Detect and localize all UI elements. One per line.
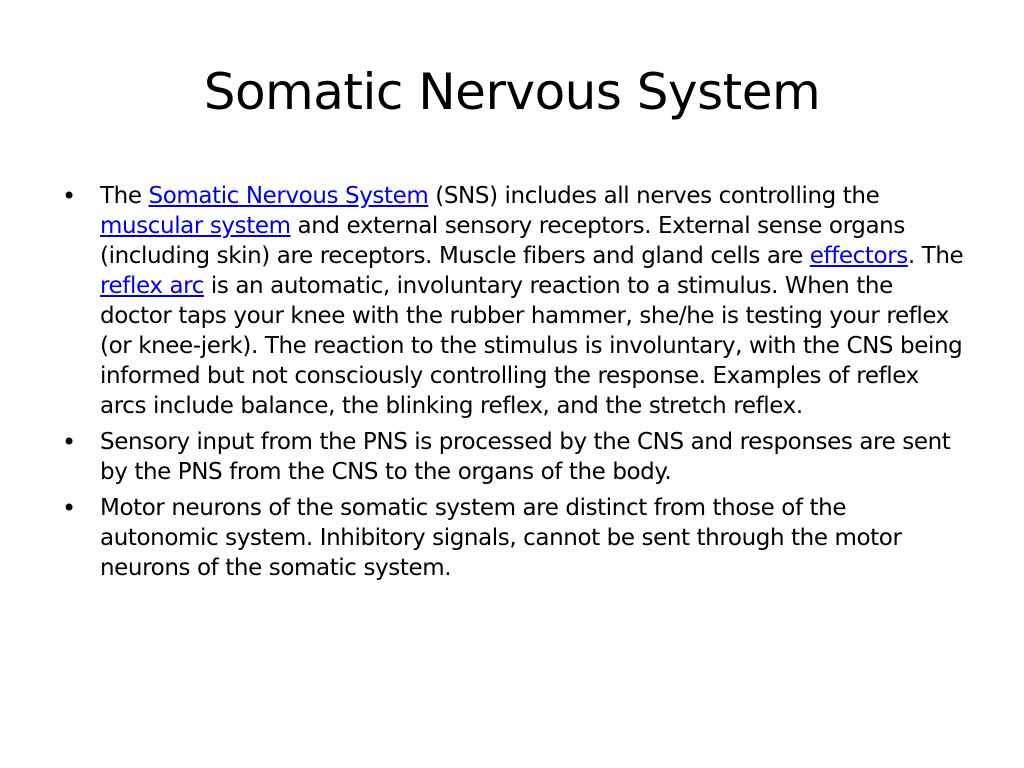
bullet-list bbox=[58, 181, 970, 589]
link-muscular-system[interactable]: muscular system bbox=[100, 213, 291, 239]
bullet-text: Sensory input from the PNS is processed by the CNS and responses are sent by the PNS from the CNS to the organs of the body. bbox=[100, 429, 951, 485]
link-reflex-arc[interactable]: reflex arc bbox=[100, 273, 204, 299]
link-somatic-nervous-system[interactable]: Somatic Nervous System bbox=[148, 183, 429, 209]
bullet-item-1 bbox=[58, 181, 970, 421]
bullet-dot-icon: • bbox=[62, 182, 76, 210]
bullet-text: The Somatic Nervous System (SNS) includes all nerves controlling the muscular system and external sensory receptors. External sense organs (including skin) are receptors. Muscle fibers and gland cells are effectors. The reflex arc is an automatic, involuntary reaction to a stimulus. When the doctor taps your knee with the rubber hammer, she/he is testing your reflex (or knee-jerk). The reaction to the stimulus is involuntary, with the CNS being informed but not consciously controlling the response. Examples of reflex arcs include balance, the blinking reflex, and the stretch reflex. bbox=[100, 183, 964, 419]
bullet-dot-icon: • bbox=[62, 428, 76, 456]
bullet-text: Motor neurons of the somatic system are distinct from those of the autonomic system. Inhibitory signals, cannot be sent through the motor neurons of the somatic system. bbox=[100, 495, 902, 581]
slide-title: Somatic Nervous System bbox=[203, 63, 821, 121]
bullet-item-2 bbox=[58, 427, 970, 487]
bullet-item-3 bbox=[58, 493, 970, 583]
bullet-dot-icon: • bbox=[62, 494, 76, 522]
link-effectors[interactable]: effectors bbox=[809, 243, 908, 269]
